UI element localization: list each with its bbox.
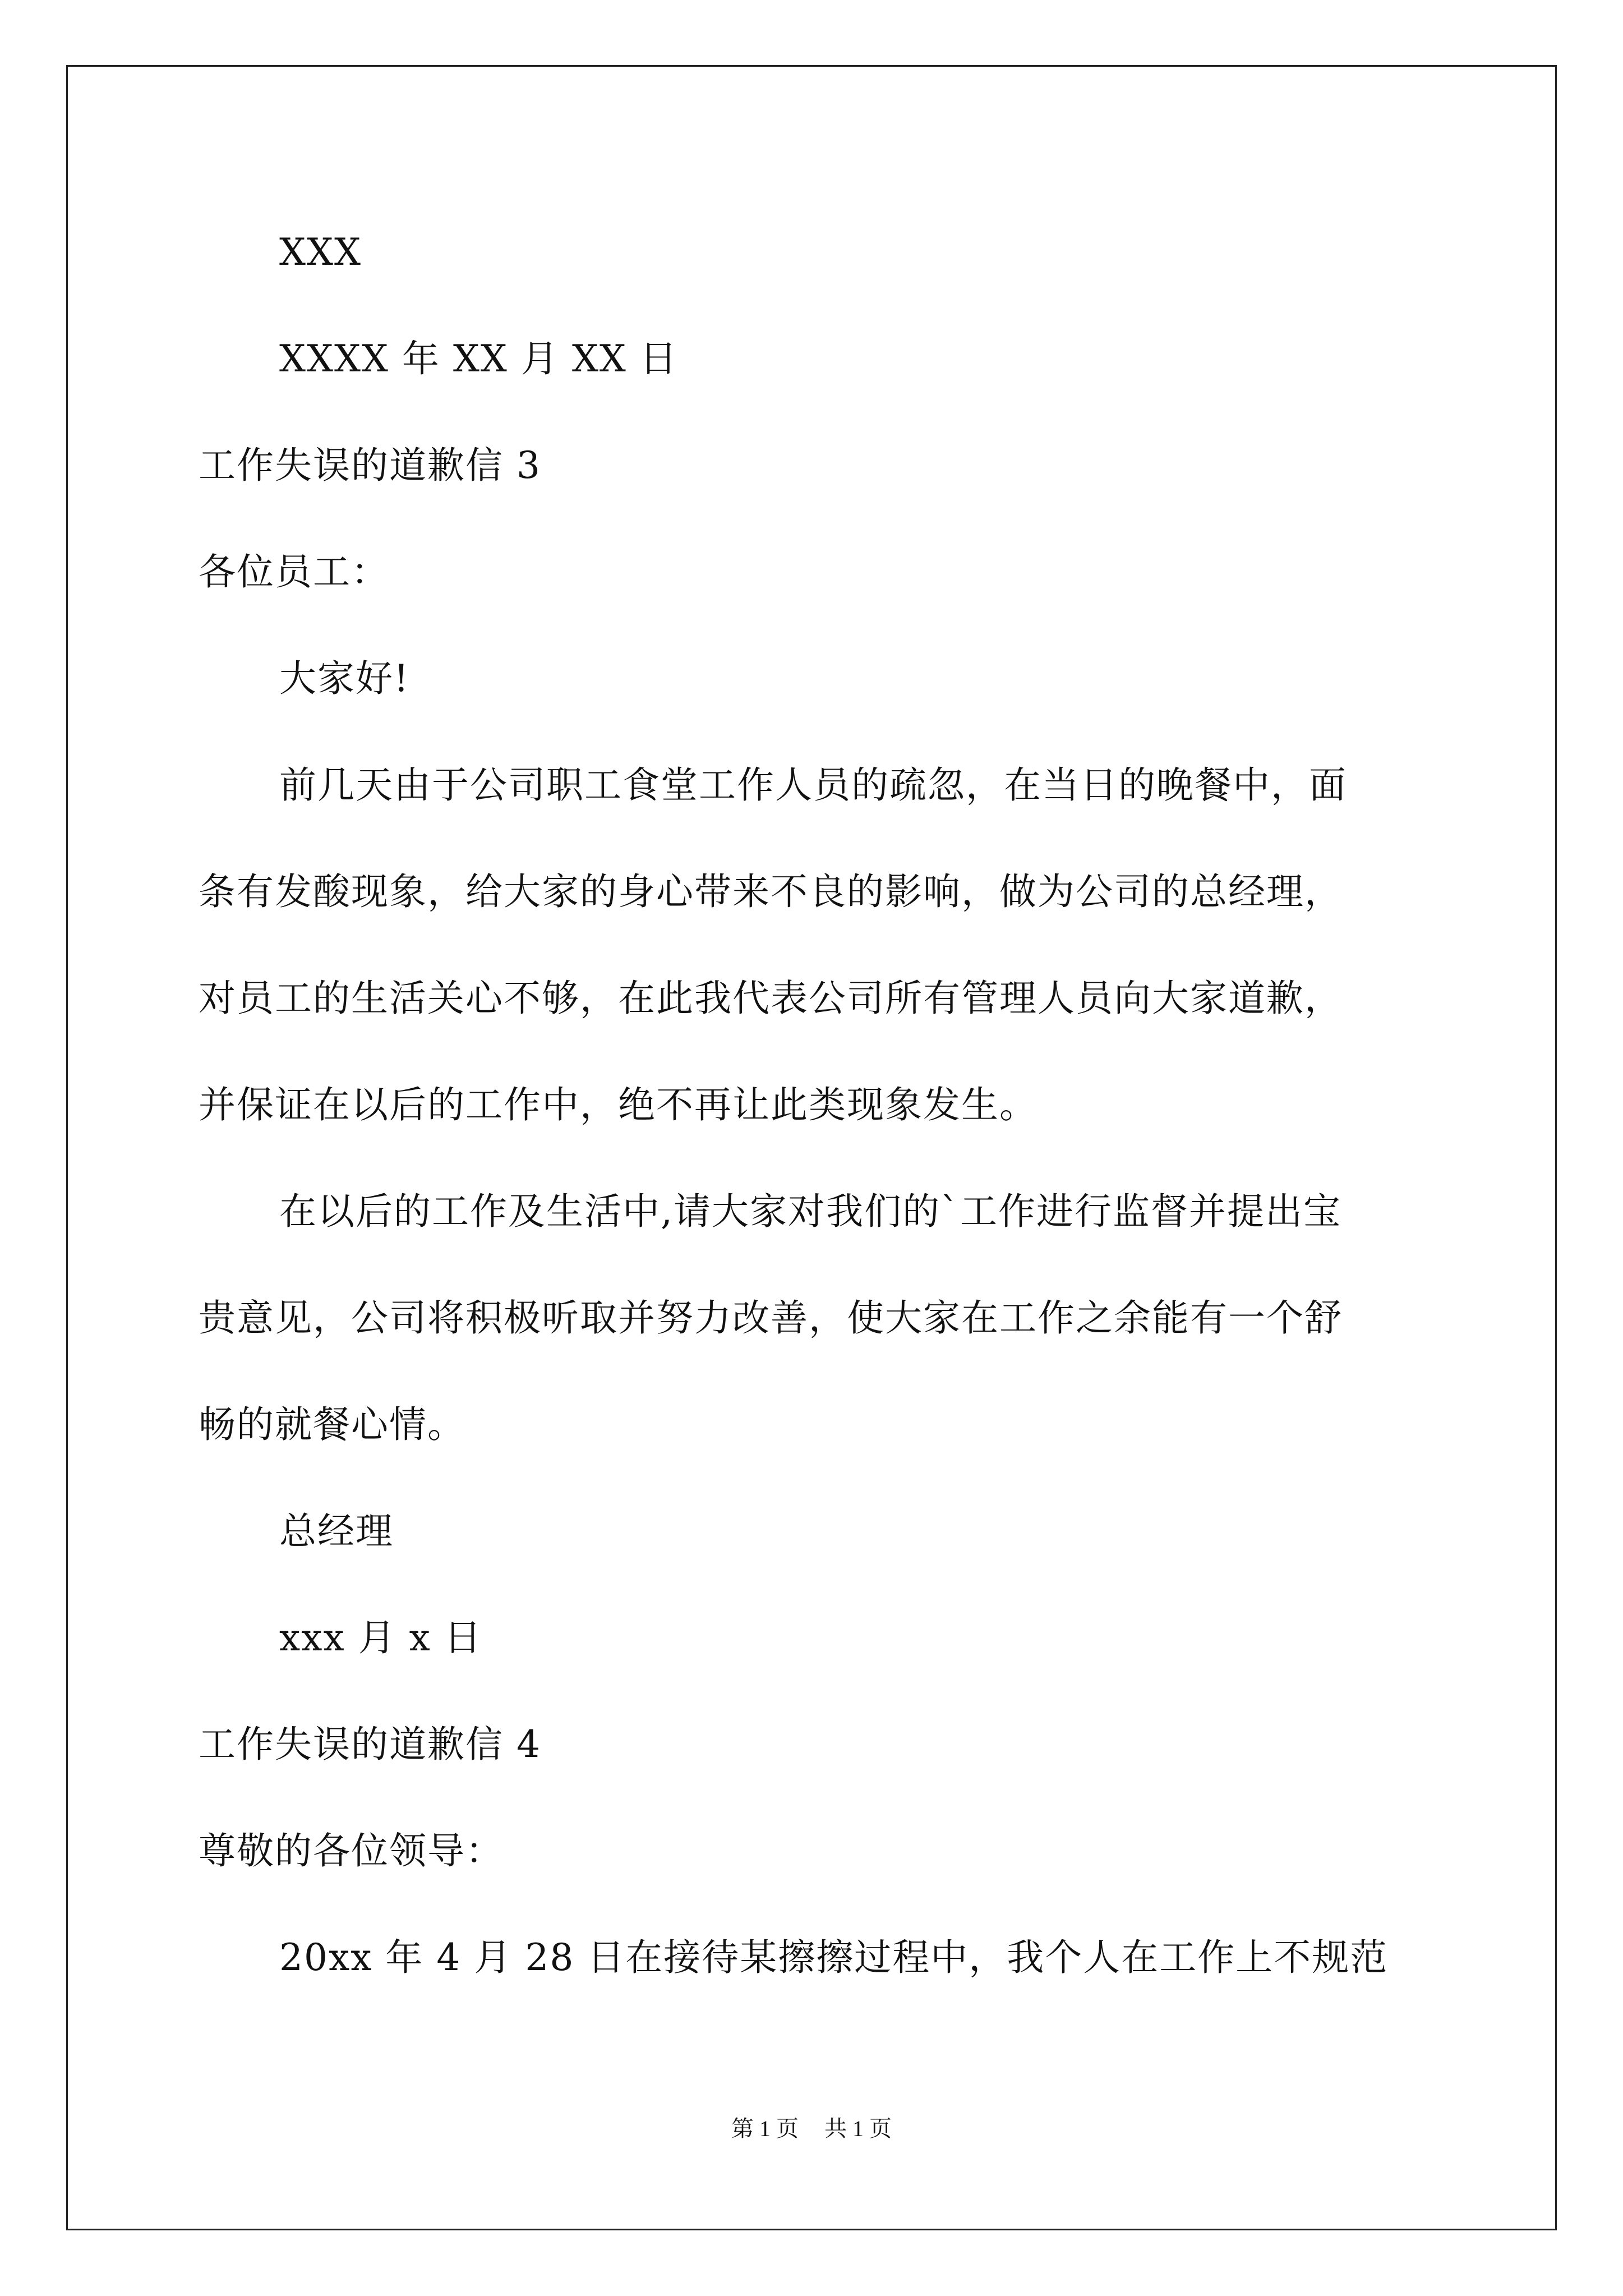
letter-3-paragraph-2-line-3: 畅的就餐心情。 bbox=[199, 1403, 465, 1446]
page-total: 共 1 页 bbox=[824, 2116, 892, 2141]
letter-3-date: xxx 月 x 日 bbox=[279, 1616, 482, 1659]
letter-4-title: 工作失误的道歉信 4 bbox=[199, 1723, 541, 1766]
letter-3-paragraph-1-line-1: 前几天由于公司职工食堂工作人员的疏忽，在当日的晚餐中，面 bbox=[279, 763, 1347, 807]
letter-3-paragraph-1-line-2: 条有发酸现象，给大家的身心带来不良的影响，做为公司的总经理， bbox=[199, 870, 1343, 913]
letter-3-paragraph-2-line-1: 在以后的工作及生活中,请大家对我们的`工作进行监督并提出宝 bbox=[279, 1190, 1341, 1233]
letter-3-paragraph-1-line-3: 对员工的生活关心不够，在此我代表公司所有管理人员向大家道歉， bbox=[199, 977, 1343, 1020]
letter-3-greeting: 大家好! bbox=[279, 657, 410, 700]
letter-3-paragraph-1-line-4: 并保证在以后的工作中，绝不再让此类现象发生。 bbox=[199, 1083, 1038, 1126]
signature-name: XXX bbox=[279, 231, 362, 274]
letter-3-title: 工作失误的道歉信 3 bbox=[199, 444, 541, 487]
letter-3-signer: 总经理 bbox=[279, 1510, 394, 1553]
letter-4-paragraph-1-line-1: 20xx 年 4 月 28 日在接待某擦擦过程中，我个人在工作上不规范 bbox=[279, 1936, 1389, 1979]
page-number: 第 1 页 bbox=[731, 2116, 799, 2141]
letter-3-paragraph-2-line-2: 贵意见，公司将积极听取并努力改善，使大家在工作之余能有一个舒 bbox=[199, 1296, 1343, 1340]
letter-4-salutation: 尊敬的各位领导： bbox=[199, 1829, 504, 1872]
page-footer bbox=[0, 2115, 1623, 2143]
page-border bbox=[66, 65, 1557, 2230]
letter-3-salutation: 各位员工： bbox=[199, 550, 389, 593]
signature-date: XXXX 年 XX 月 XX 日 bbox=[279, 337, 678, 380]
